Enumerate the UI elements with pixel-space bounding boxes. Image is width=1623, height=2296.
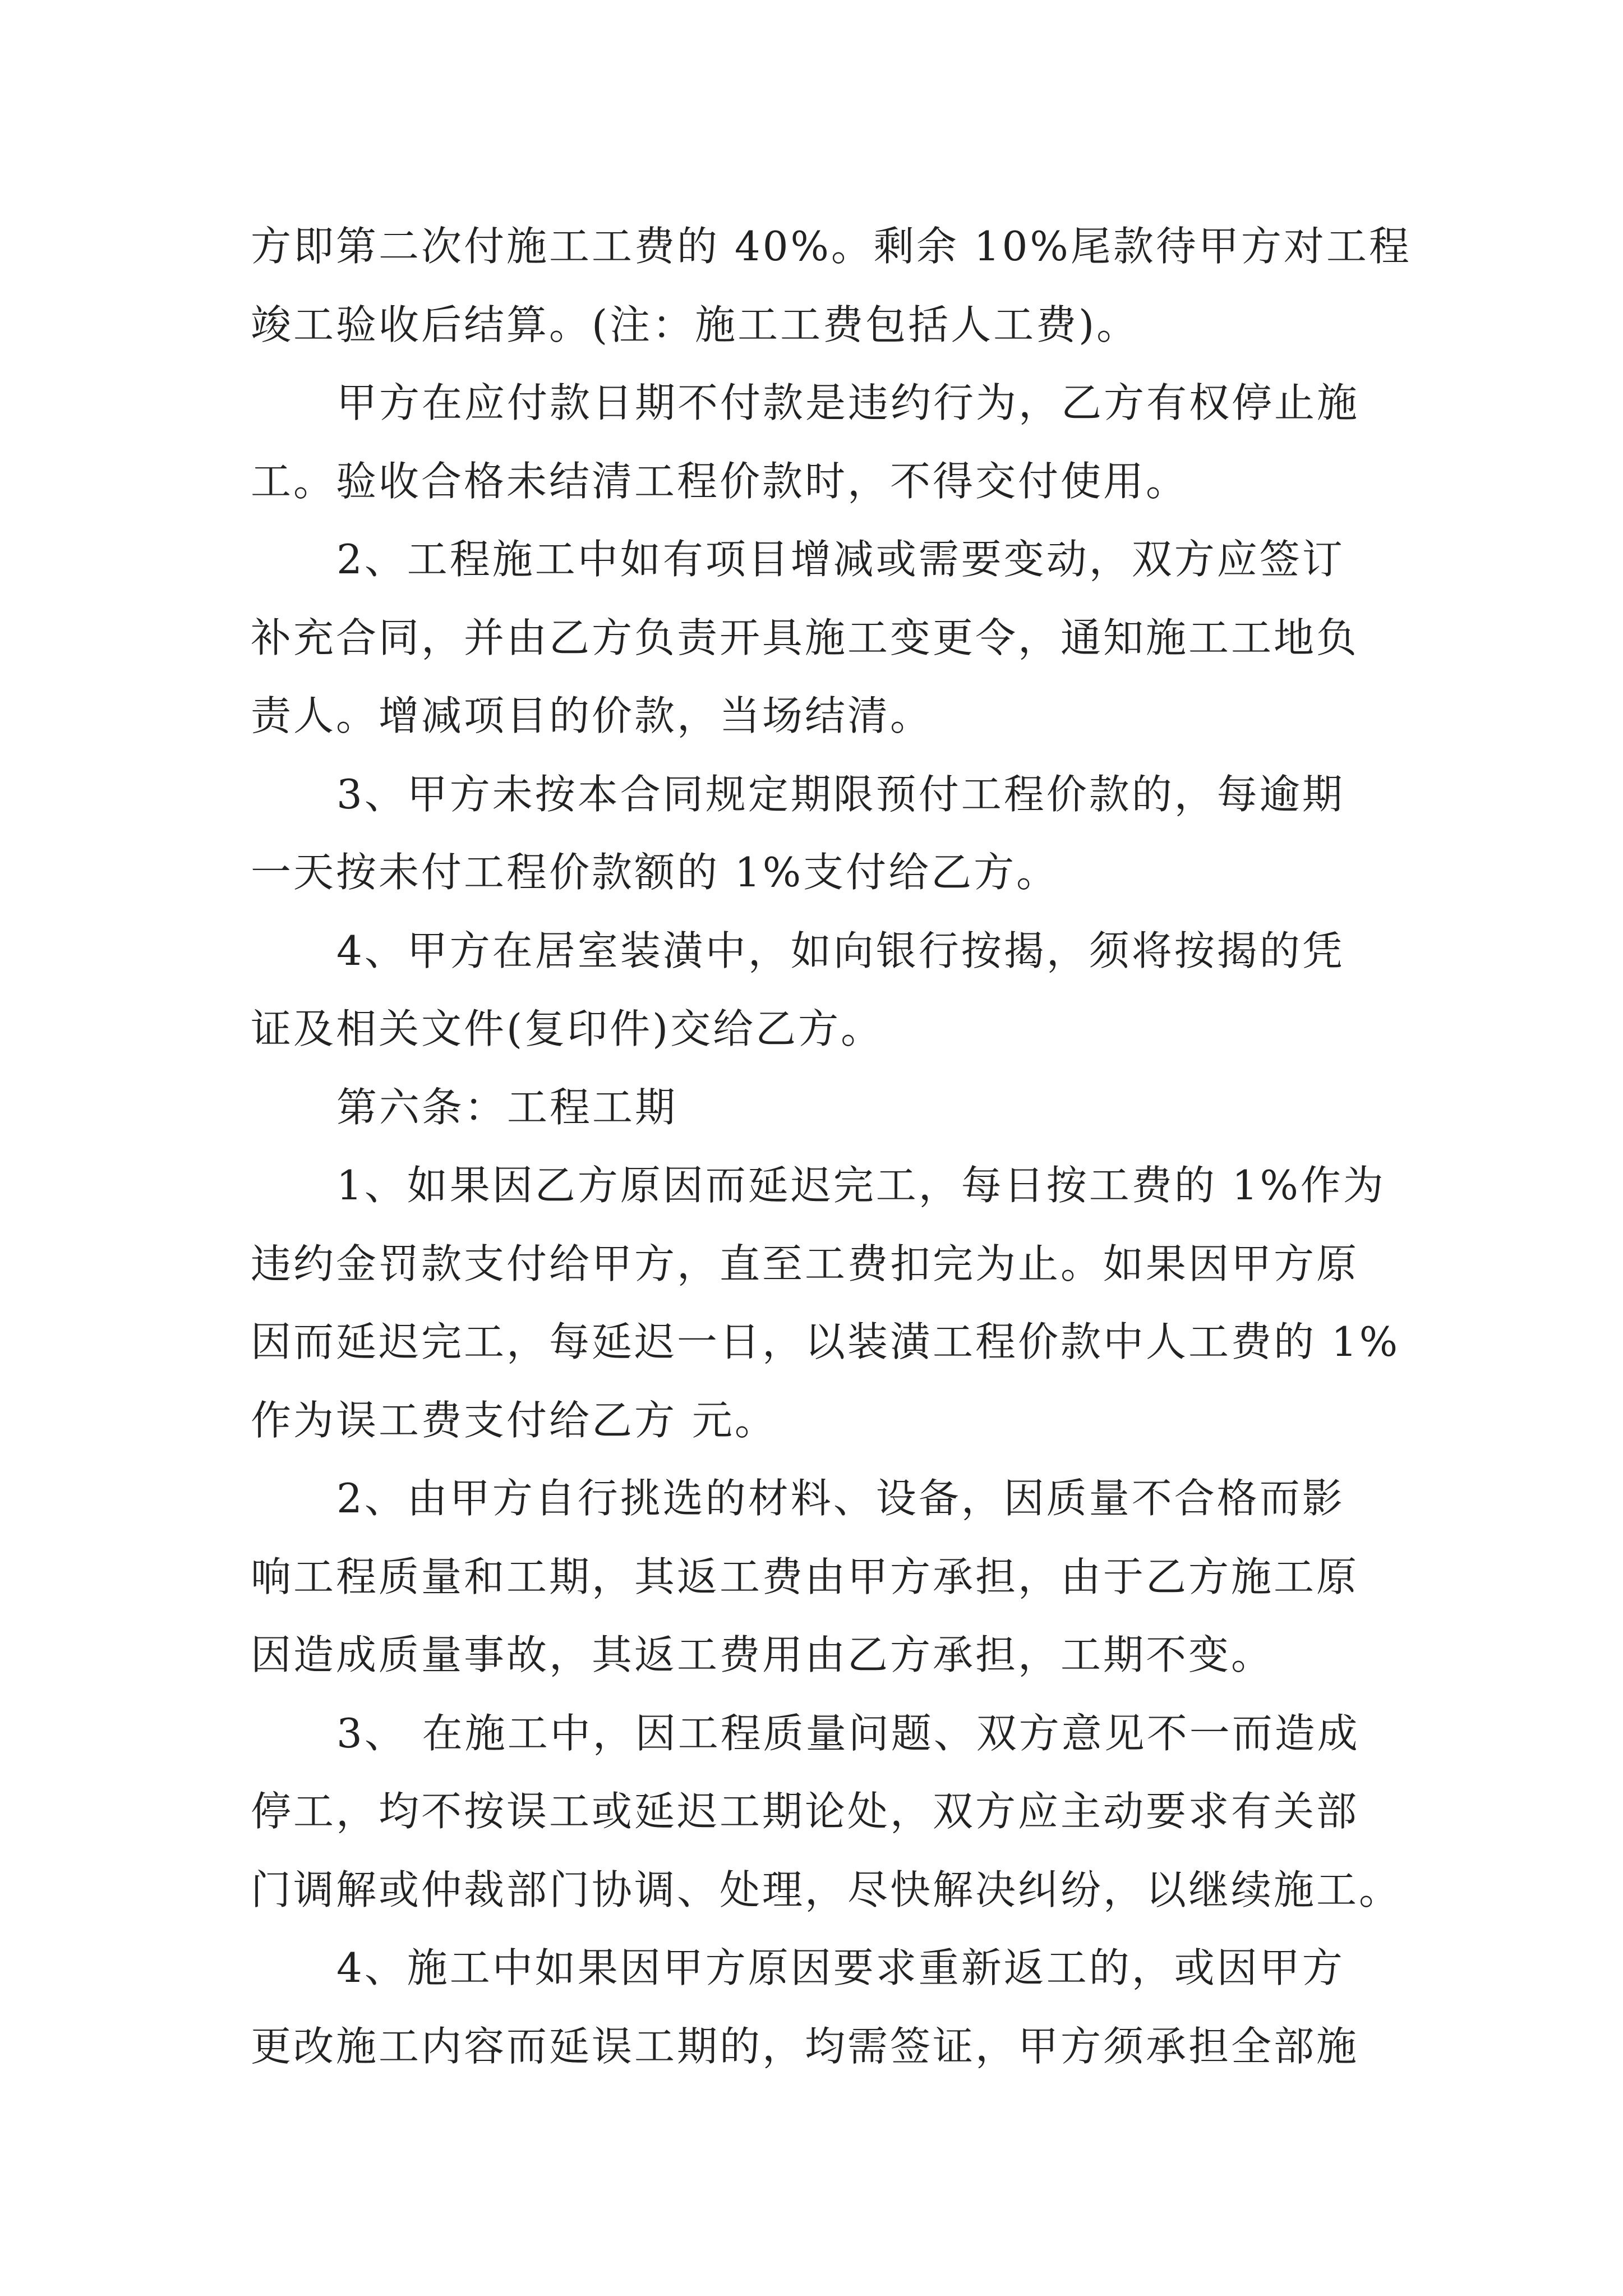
paragraph-first-line: 2、工程施工中如有项目增减或需要变动，双方应签订 [336, 536, 1345, 583]
document-body [251, 208, 1412, 2086]
text-line: 违约金罚款支付给甲方，直至工费扣完为止。如果因甲方原 [251, 1240, 1359, 1287]
text-line: 作为误工费支付给乙方 元。 [251, 1396, 777, 1444]
paragraph-first-line: 2、由甲方自行挑选的材料、设备，因质量不合格而影 [336, 1475, 1345, 1522]
text-line: 竣工验收后结算。(注：施工工费包括人工费)。 [251, 301, 1140, 348]
text-line: 门调解或仲裁部门协调、处理，尽快解决纠纷，以继续施工。 [251, 1866, 1402, 1913]
text-line: 因而延迟完工，每延迟一日，以装潢工程价款中人工费的 1% [251, 1318, 1400, 1365]
section-heading: 第六条：工程工期 [336, 1083, 678, 1131]
text-line: 方即第二次付施工工费的 40%。剩余 10%尾款待甲方对工程 [251, 223, 1412, 270]
text-line: 停工，均不按误工或延迟工期论处，双方应主动要求有关部 [251, 1788, 1359, 1835]
text-line: 责人。增减项目的价款，当场结清。 [251, 692, 933, 739]
text-line: 一天按未付工程价款额的 1%支付给乙方。 [251, 849, 1059, 896]
text-line: 补充合同，并由乙方负责开具施工变更令，通知施工工地负 [251, 614, 1359, 661]
text-line: 响工程质量和工期，其返工费由甲方承担，由于乙方施工原 [251, 1553, 1359, 1600]
text-line: 工。验收合格未结清工程价款时，不得交付使用。 [251, 457, 1189, 505]
paragraph-first-line: 甲方在应付款日期不付款是违约行为，乙方有权停止施 [336, 379, 1360, 426]
paragraph-first-line: 4、施工中如果因甲方原因要求重新返工的，或因甲方 [336, 1944, 1345, 1991]
text-line: 因造成质量事故，其返工费用由乙方承担，工期不变。 [251, 1631, 1274, 1678]
paragraph-first-line: 3、甲方未按本合同规定期限预付工程价款的，每逾期 [336, 770, 1345, 818]
paragraph-first-line: 3、 在施工中，因工程质量问题、双方意见不一而造成 [336, 1709, 1360, 1757]
paragraph-first-line: 4、甲方在居室装潢中，如向银行按揭，须将按揭的凭 [336, 927, 1345, 974]
text-line: 证及相关文件(复印件)交给乙方。 [251, 1005, 884, 1052]
paragraph-first-line: 1、如果因乙方原因而延迟完工，每日按工费的 1%作为 [336, 1162, 1386, 1209]
text-line: 更改施工内容而延误工期的，均需签证，甲方须承担全部施 [251, 2022, 1359, 2070]
